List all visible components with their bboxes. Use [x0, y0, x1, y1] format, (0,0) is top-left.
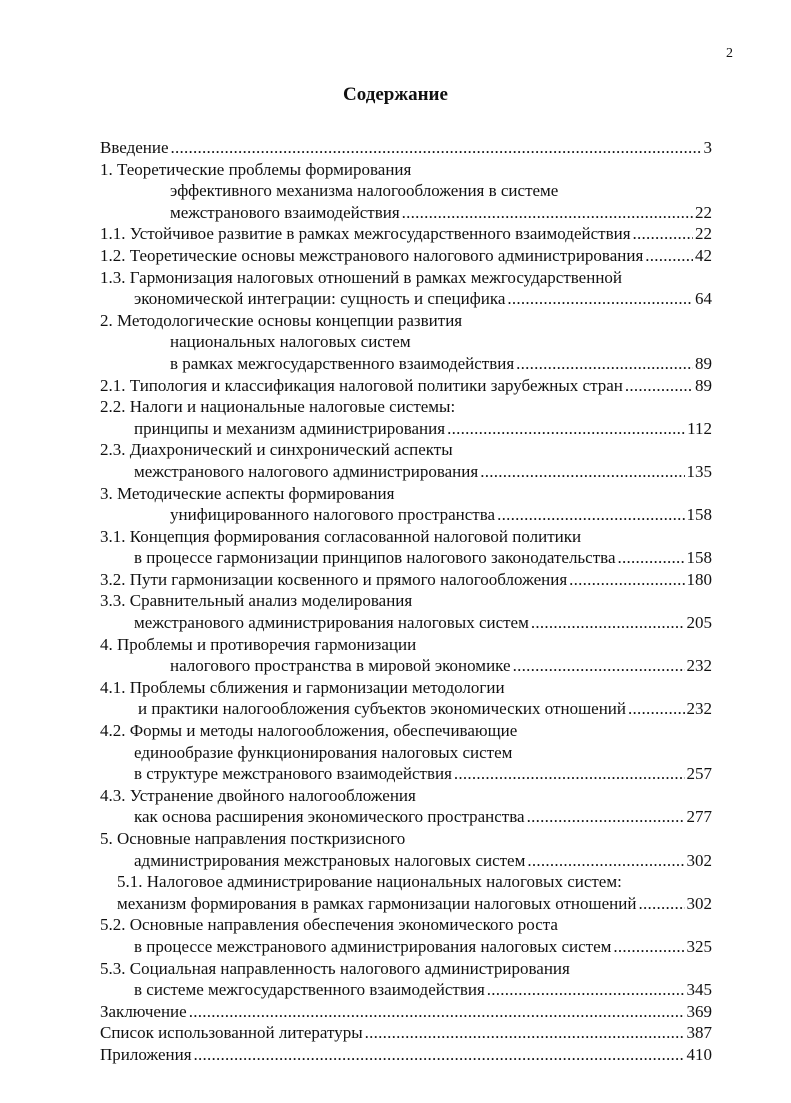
toc-entry-page: 369: [686, 1001, 712, 1021]
toc-entry: [100, 440, 712, 462]
toc-entry-page: 158: [686, 548, 712, 568]
toc-entry-page: 232: [686, 699, 712, 719]
toc-entry-page: 42: [695, 245, 712, 265]
toc-entry-text: в процессе гармонизации принципов налогового законодательства: [134, 548, 616, 568]
toc-entry-text: 2.2. Налоги и национальные налоговые системы:: [100, 397, 456, 417]
toc-entry: [100, 807, 712, 829]
toc-entry-page: 180: [686, 569, 712, 589]
toc-entry: [100, 851, 712, 873]
toc-entry: [100, 872, 712, 894]
toc-entry-page: 64: [695, 289, 712, 309]
toc-entry-text: в рамках межгосударственного взаимодействия: [170, 353, 515, 373]
toc-entry: [100, 138, 712, 160]
toc-entry: [100, 570, 712, 592]
toc-entry-page: 22: [695, 224, 712, 244]
toc-entry: [100, 462, 712, 484]
toc-entry-page: 302: [686, 850, 712, 870]
toc-leader-dots: [507, 289, 693, 309]
toc-entry-page: 277: [686, 807, 712, 827]
toc-entry: [100, 397, 712, 419]
toc-entry: [100, 181, 712, 203]
toc-leader-dots: [497, 505, 684, 525]
toc-entry-text: 5.2. Основные направления обеспечения экономического роста: [100, 915, 558, 935]
toc-entry: [100, 311, 712, 333]
toc-entry: [100, 1045, 712, 1067]
toc-leader-dots: [625, 376, 693, 396]
toc-entry: [100, 959, 712, 981]
toc-entry-text: 3.3. Сравнительный анализ моделирования: [100, 591, 413, 611]
toc-entry-text: 4. Проблемы и противоречия гармонизации: [100, 634, 417, 654]
toc-entry: [100, 376, 712, 398]
toc-entry: [100, 548, 712, 570]
toc-entry-page: 387: [686, 1023, 712, 1043]
toc-entry: [100, 203, 712, 225]
toc-entry-page: 22: [695, 202, 712, 222]
page-title: Содержание: [343, 84, 448, 105]
toc-leader-dots: [171, 138, 702, 158]
toc-entry-text: в структуре межстранового взаимодействия: [134, 764, 452, 784]
toc-entry-text: Приложения: [100, 1044, 192, 1064]
toc-entry: [100, 699, 712, 721]
toc-entry: [100, 224, 712, 246]
toc-entry-page: 205: [686, 613, 712, 633]
toc-entry-page: 89: [695, 375, 712, 395]
toc-leader-dots: [454, 764, 685, 784]
toc-entry-page: 232: [686, 656, 712, 676]
toc-leader-dots: [613, 937, 684, 957]
toc-entry: [100, 786, 712, 808]
toc-entry-text: 2.3. Диахронический и синхронический аспекты: [100, 440, 453, 460]
toc-entry: [100, 678, 712, 700]
toc-entry-text: 5.3. Социальная направленность налогового администрирования: [100, 958, 570, 978]
toc-leader-dots: [638, 894, 684, 914]
toc-entry-text: экономической интеграции: сущность и специфика: [134, 289, 506, 309]
toc-entry: [100, 289, 712, 311]
toc-entry-text: и практики налогообложения субъектов экономических отношений: [138, 699, 627, 719]
toc-entry-text: 4.2. Формы и методы налогообложения, обеспечивающие: [100, 721, 518, 741]
toc-entry-page: 257: [686, 764, 712, 784]
toc-entry-text: Список использованной литературы: [100, 1023, 363, 1043]
toc-entry-text: принципы и механизм администрирования: [134, 418, 446, 438]
toc-entry-page: 135: [686, 461, 712, 481]
toc-leader-dots: [618, 548, 685, 568]
toc-entry-text: межстранового налогового администрирования: [134, 461, 479, 481]
toc-leader-dots: [628, 699, 684, 719]
toc-leader-dots: [569, 570, 684, 590]
toc-entry-text: 4.1. Проблемы сближения и гармонизации методологии: [100, 677, 505, 697]
toc-entry-text: национальных налоговых систем: [170, 332, 411, 352]
toc-leader-dots: [513, 656, 685, 676]
toc-entry: [100, 246, 712, 268]
toc-entry: [100, 505, 712, 527]
toc-entry-text: межстранового взаимодействия: [170, 202, 400, 222]
toc-leader-dots: [194, 1045, 685, 1065]
toc-entry-text: эффективного механизма налогообложения в системе: [170, 181, 559, 201]
toc-entry-text: механизм формирования в рамках гармонизации налоговых отношений: [117, 893, 637, 913]
toc-entry-page: 112: [687, 418, 712, 438]
toc-entry: [100, 743, 712, 765]
toc-entry-text: Введение: [100, 138, 169, 157]
toc-entry: [100, 613, 712, 635]
toc-entry: [100, 484, 712, 506]
toc-entry-text: Заключение: [100, 1001, 187, 1021]
toc-entry: [100, 332, 712, 354]
toc-leader-dots: [487, 980, 685, 1000]
toc-entry: [100, 591, 712, 613]
table-of-contents: [100, 138, 712, 1067]
toc-entry-text: единообразие функционирования налоговых систем: [134, 742, 513, 762]
toc-leader-dots: [527, 807, 685, 827]
toc-entry: [100, 635, 712, 657]
toc-entry: [100, 527, 712, 549]
toc-entry: [100, 894, 712, 916]
toc-entry-text: 3.1. Концепция формирования согласованной налоговой политики: [100, 526, 582, 546]
toc-entry-text: 1. Теоретические проблемы формирования: [100, 159, 412, 179]
toc-leader-dots: [531, 613, 685, 633]
toc-entry-text: в системе межгосударственного взаимодействия: [134, 980, 485, 1000]
toc-entry-text: 4.3. Устранение двойного налогообложения: [100, 785, 416, 805]
toc-entry: [100, 721, 712, 743]
toc-entry-text: 1.1. Устойчивое развитие в рамках межгосударственного взаимодействия: [100, 224, 631, 244]
toc-entry-text: как основа расширения экономического пространства: [134, 807, 525, 827]
toc-entry: [100, 764, 712, 786]
toc-entry: [100, 937, 712, 959]
toc-entry-text: 1.3. Гармонизация налоговых отношений в рамках межгосударственной: [100, 267, 623, 287]
toc-entry: [100, 268, 712, 290]
toc-entry: [100, 980, 712, 1002]
toc-entry: [100, 1023, 712, 1045]
toc-leader-dots: [365, 1023, 685, 1043]
toc-entry-page: 410: [686, 1044, 712, 1064]
toc-entry: [100, 829, 712, 851]
toc-entry-page: 345: [686, 980, 712, 1000]
toc-entry: [100, 656, 712, 678]
toc-entry-text: 1.2. Теоретические основы межстранового налогового администрирования: [100, 245, 644, 265]
toc-entry-text: 2.1. Типология и классификация налоговой политики зарубежных стран: [100, 375, 623, 395]
toc-entry-page: 158: [686, 505, 712, 525]
toc-entry: [100, 160, 712, 182]
toc-entry-text: 2. Методологические основы концепции развития: [100, 310, 463, 330]
toc-leader-dots: [402, 203, 693, 223]
toc-entry-page: 302: [686, 893, 712, 913]
toc-entry-text: 3. Методические аспекты формирования: [100, 483, 395, 503]
page-number: 2: [726, 46, 733, 61]
toc-entry-page: 325: [686, 936, 712, 956]
toc-entry-text: 5.1. Налоговое администрирование национальных налоговых систем:: [117, 872, 622, 892]
toc-entry: [100, 915, 712, 937]
toc-leader-dots: [527, 851, 684, 871]
toc-leader-dots: [447, 419, 685, 439]
toc-leader-dots: [645, 246, 693, 266]
toc-entry-text: межстранового администрирования налоговых систем: [134, 613, 529, 633]
toc-entry: [100, 1002, 712, 1024]
toc-entry-text: администрирования межстрановых налоговых систем: [134, 850, 526, 870]
toc-entry: [100, 354, 712, 376]
toc-leader-dots: [480, 462, 684, 482]
toc-entry-text: 3.2. Пути гармонизации косвенного и прямого налогообложения: [100, 569, 568, 589]
toc-entry-page: 3: [703, 138, 712, 157]
toc-entry-text: в процессе межстранового администрирования налоговых систем: [134, 936, 612, 956]
toc-entry: [100, 419, 712, 441]
toc-entry-text: 5. Основные направления посткризисного: [100, 829, 406, 848]
toc-leader-dots: [633, 224, 693, 244]
toc-entry-text: налогового пространства в мировой экономике: [170, 656, 511, 676]
toc-entry-text: унифицированного налогового пространства: [170, 505, 496, 525]
toc-leader-dots: [189, 1002, 685, 1022]
toc-leader-dots: [516, 354, 693, 374]
toc-entry-page: 89: [695, 353, 712, 373]
